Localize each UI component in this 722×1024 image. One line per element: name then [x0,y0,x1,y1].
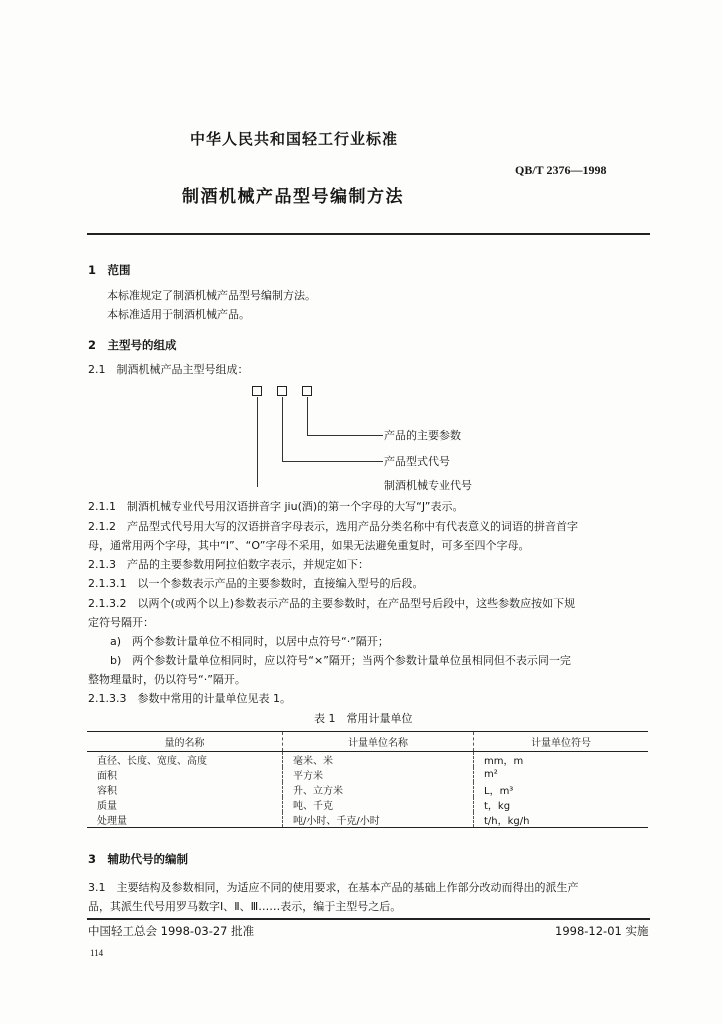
row-quantity: 质量 [97,801,117,812]
param-leader-h [307,435,383,436]
item-b-line-1: b) 两个参数计量单位相同时，应以符号“×”隔开；当两个参数计量单位虽相同但不表示同一完 [110,654,571,667]
table-1-caption: 表 1 常用计量单位 [314,712,413,725]
clause-2-1-3-1: 2.1.3.1 以一个参数表示产品的主要参数时，直接编入型号的后段。 [88,577,424,590]
table-header-row [87,732,648,752]
section-2-heading: 2 主型号的组成 [88,338,177,352]
param-leader-v [307,397,308,435]
header-quantity: 量的名称 [87,732,283,752]
row-unit-symbol: t，kg [484,801,511,812]
row-unit-symbol: mm，m [484,756,524,767]
clause-2-1: 2.1 制酒机械产品主型号组成： [88,363,249,376]
type-leader-v [282,397,283,461]
clause-3-1-line-2: 品，其派生代号用罗马数字Ⅰ、Ⅱ、Ⅲ……表示，编于主型号之后。 [88,900,402,913]
row-unit-name: 吨/小时、千克/小时 [283,812,474,828]
param-box [302,386,312,396]
clause-2-1-2-line-2: 母，通常用两个字母，其中“I”、“O”字母不采用，如果无法避免重复时，可多至四个字母。 [88,539,530,552]
document-title: 制酒机械产品型号编制方法 [182,187,404,207]
header-unit-symbol: 计量单位符号 [474,732,649,752]
clause-3-1-line-1: 3.1 主要结构及参数相同，为适应不同的使用要求，在基本产品的基础上作部分改动而得出的派生产 [88,881,579,894]
footer-rule [87,918,650,920]
row-unit-symbol: m² [484,769,498,780]
row-unit-symbol: L，m³ [484,786,514,797]
type-code-box [277,386,287,396]
table-row [87,767,648,782]
section-1-line-1: 本标准规定了制酒机械产品型号编制方法。 [107,289,316,302]
clause-2-1-1: 2.1.1 制酒机械专业代号用汉语拼音字 jiu(酒)的第一个字母的大写“J”表示。 [88,500,464,513]
item-a: a) 两个参数计量单位不相同时，以居中点符号“·”隔开； [110,635,389,648]
page-number: 114 [90,948,104,958]
org-title: 中华人民共和国轻工行业标准 [190,130,399,148]
table-row [87,782,648,797]
row-unit-symbol: t/h，kg/h [474,812,649,828]
table-row [87,752,648,768]
type-label: 产品型式代号 [384,455,450,468]
header-unit-name: 计量单位名称 [283,732,474,752]
clause-2-1-2-line-1: 2.1.2 产品型式代号用大写的汉语拼音字母表示，选用产品分类名称中有代表意义的词语的拼音首字 [88,520,578,533]
clause-2-1-3-2-line-1: 2.1.3.2 以两个(或两个以上)参数表示产品的主要参数时，在产品型号后段中，这些参数应按如下规 [88,597,576,610]
header-rule [87,233,650,235]
table-row [87,812,648,828]
row-quantity: 面积 [97,771,117,782]
spec-label: 制酒机械专业代号 [384,479,472,492]
clause-2-1-3: 2.1.3 产品的主要参数用阿拉伯数字表示，并规定如下： [88,558,369,571]
approval-note: 中国轻工总会 1998-03-27 批准 [88,924,255,938]
row-unit-name: 平方米 [283,767,474,782]
table-row [87,797,648,812]
row-unit-name: 升、立方米 [283,782,474,797]
spec-code-box [252,386,262,396]
type-leader-h [282,461,383,462]
spec-leader-v [257,397,258,487]
item-b-line-2: 整物理量时，仍以符号“·”隔开。 [88,673,246,686]
row-unit-name: 吨、千克 [283,797,474,812]
units-table [87,731,648,828]
section-3-heading: 3 辅助代号的编制 [88,852,189,866]
clause-2-1-3-3: 2.1.3.3 参数中常用的计量单位见表 1。 [88,692,291,705]
clause-2-1-3-2-line-2: 定符号隔开： [88,616,154,629]
effective-date: 1998-12-01 实施 [555,924,649,938]
row-unit-name: 毫米、米 [283,752,474,768]
row-quantity: 容积 [97,786,117,797]
section-1-heading: 1 范围 [88,263,131,277]
param-label: 产品的主要参数 [384,429,461,442]
row-quantity: 处理量 [87,812,283,828]
section-1-line-2: 本标准适用于制酒机械产品。 [107,308,250,321]
row-quantity: 直径、长度、宽度、高度 [97,756,207,767]
standard-code: QB/T 2376—1998 [515,163,607,177]
